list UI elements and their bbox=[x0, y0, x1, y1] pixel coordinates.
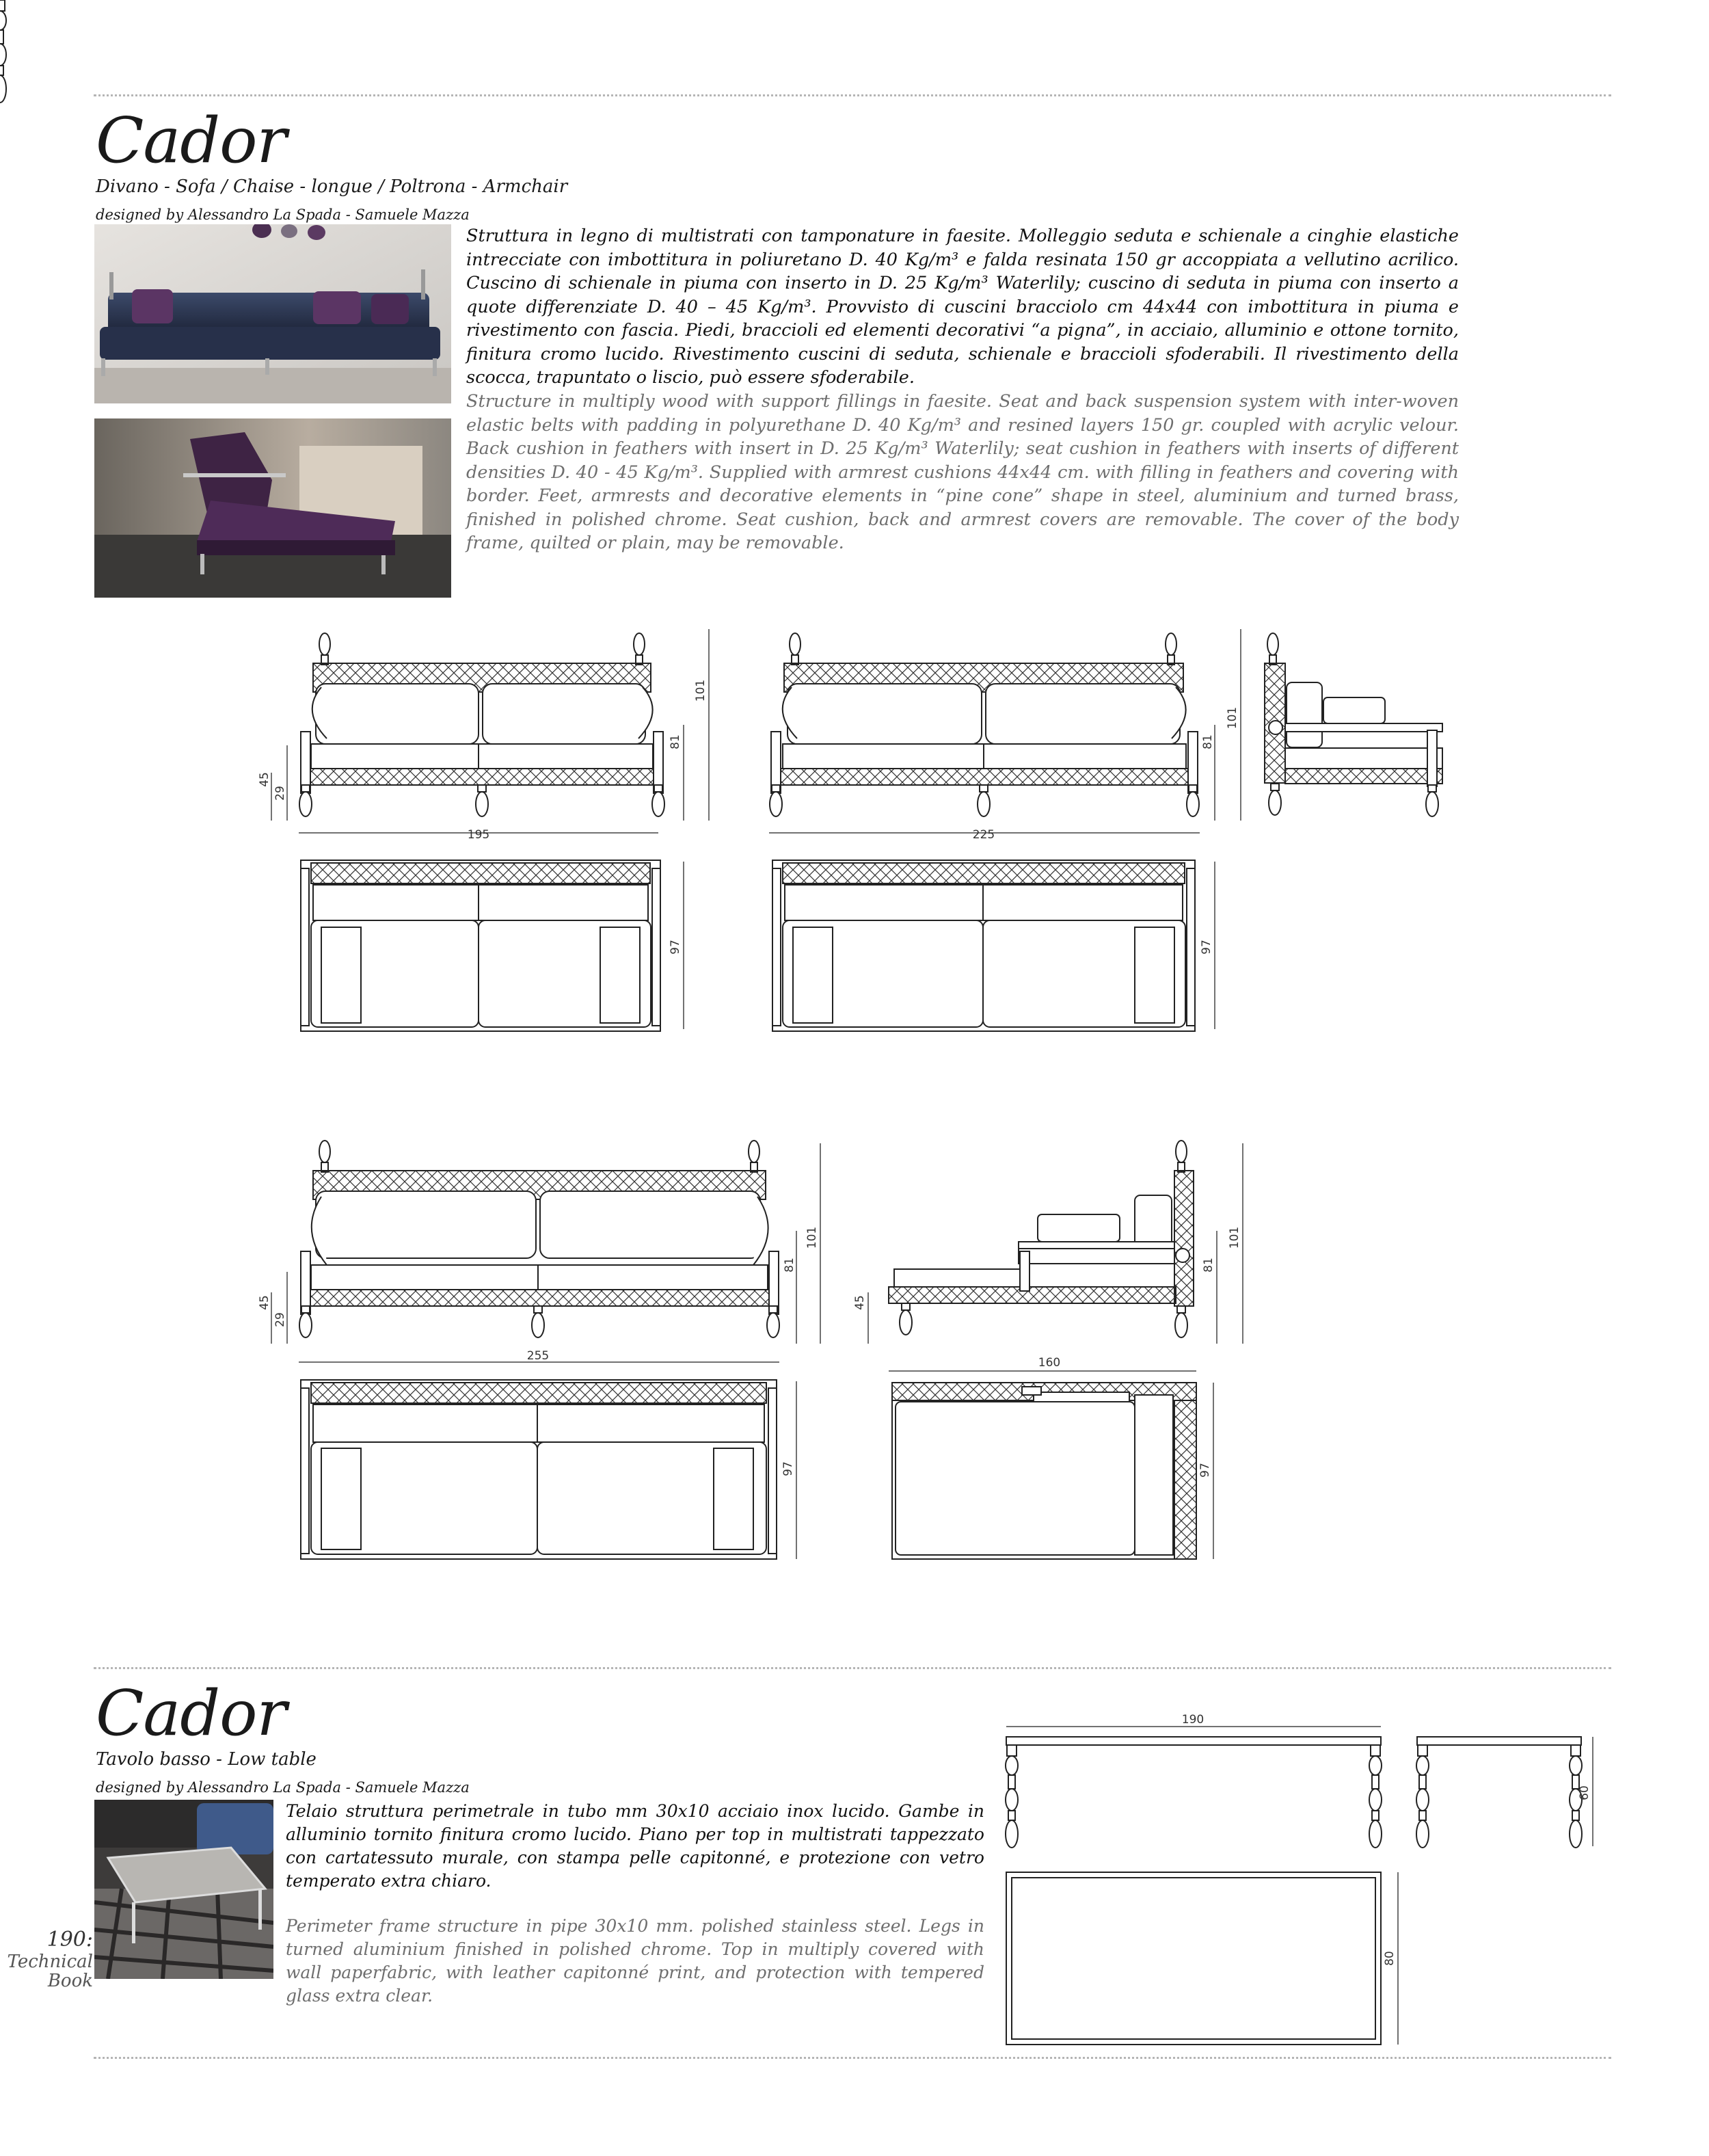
dim-chaise-arm-height: 81 bbox=[1202, 1257, 1215, 1273]
table-description-italian: Telaio struttura perimetrale in tubo mm 30x10 acciaio inox lucido. Gambe in alluminio tornito finitura cromo lucido. Piano per top in multistrati tappezzato con cartatessuto murale, con stampa pelle capitonné, e protezione con vetro temperato extra chiaro. bbox=[286, 1801, 984, 1891]
table-subtitle: Tavolo basso - Low table bbox=[96, 1749, 317, 1770]
dim-chaise-seat-height: 45 bbox=[853, 1295, 867, 1310]
dim-leg-height: 29 bbox=[273, 786, 287, 801]
sofa-255-front-view bbox=[299, 1141, 779, 1337]
section-divider bbox=[94, 1667, 1611, 1669]
book-label-line1: Technical bbox=[7, 1952, 93, 1972]
dim-depth-255: 97 bbox=[781, 1461, 795, 1476]
sofa-225-front-view bbox=[770, 633, 1199, 816]
dim-chaise-depth: 97 bbox=[1198, 1463, 1212, 1478]
dim-arm-height: 81 bbox=[669, 734, 682, 749]
table-description-english: Perimeter frame structure in pipe 30x10 mm. polished stainless steel. Legs in turned aluminium finished in polished chrome. Top in multiply covered with wall paperfabric, with leather capitonné print, and protection with tempered glass extra clear. bbox=[286, 1916, 984, 2006]
dim-width-195: 195 bbox=[467, 828, 490, 842]
table-photo bbox=[94, 1800, 273, 1979]
sofa-side-view bbox=[1265, 633, 1442, 816]
sofa-195-front-view bbox=[299, 633, 664, 816]
dim-table-height: 60 bbox=[1578, 1785, 1591, 1800]
description-english: Structure in multiply wood with support fillings in faesite. Seat and back suspension system with inter-woven elastic belts with padding in polyurethane D. 40 Kg/m³ and resined layers 150 gr. coupled with acrylic velour. Back cushion in feathers with insert in D. 25 Kg/m³ Waterlily; seat cushion in feathers with inserts of different densities D. 40 - 45 Kg/m³. Supplied with armrest cushions 44x44 cm. with filling in feathers and covering with border. Feet, armrests and decorative elements in “pine cone” shape in steel, aluminium and turned brass, finished in polished chrome. Seat cushion, back and armrest covers are removable. The cover of the body frame, quilted or plain, may be removable. bbox=[466, 391, 1459, 553]
designer-credit: designed by Alessandro La Spada - Samuele Mazza bbox=[96, 207, 470, 223]
product-subtitle: Divano - Sofa / Chaise - longue / Poltrona - Armchair bbox=[96, 176, 568, 197]
dim-seat-height: 45 bbox=[258, 772, 271, 787]
dim-width-225: 225 bbox=[972, 828, 995, 842]
dim-table-width: 190 bbox=[1181, 1713, 1205, 1727]
dim-arm-height-225: 81 bbox=[1201, 734, 1215, 749]
dim-total-height-255: 101 bbox=[805, 1226, 819, 1249]
product-title: Cador bbox=[96, 104, 286, 177]
description-italian: Struttura in legno di multistrati con tamponature in faesite. Molleggio seduta e schienale a cinghie elastiche intrecciate con imbottitura in poliuretano D. 40 Kg/m³ e falda resinata 150 gr accoppiata a vellutino acrilico. Cuscino di schienale in piuma con inserto in D. 25 Kg/m³ Waterlily; cuscino di seduta in piuma con inserto a quote differenziate D. 40 – 45 Kg/m³. Provvisto di cuscini bracciolo cm 44x44 con imbottitura in piuma e rivestimento con fascia. Piedi, braccioli ed elementi decorativi “a pigna”, in acciaio, alluminio e ottone tornito, finitura cromo lucido. Rivestimento cuscini di seduta, schienale e braccioli sfoderabili. Il rivestimento della scocca, trapuntato o liscio, può essere sfoderabile. bbox=[466, 226, 1459, 388]
dim-chaise-total-height: 101 bbox=[1228, 1226, 1241, 1249]
table-side-view bbox=[1416, 1737, 1582, 1848]
dim-total-height: 101 bbox=[694, 679, 708, 702]
sofa-195-top-view bbox=[301, 860, 660, 1031]
dim-total-height-225: 101 bbox=[1226, 706, 1239, 730]
dim-width-255: 255 bbox=[526, 1349, 550, 1363]
dim-depth-225: 97 bbox=[1200, 940, 1213, 955]
chaise-longue-top-view bbox=[892, 1383, 1196, 1559]
dim-seat-height-255: 45 bbox=[258, 1295, 271, 1310]
dim-leg-height-255: 29 bbox=[273, 1312, 287, 1327]
dim-table-depth: 80 bbox=[1383, 1951, 1397, 1966]
book-label-line2: Book bbox=[47, 1971, 93, 1991]
chaise-longue-side-view bbox=[889, 1141, 1194, 1337]
dim-arm-height-255: 81 bbox=[783, 1257, 796, 1273]
sofa-255-top-view bbox=[301, 1380, 777, 1559]
page-number: 190: bbox=[46, 1928, 93, 1952]
table-title: Cador bbox=[96, 1677, 286, 1750]
sofa-225-top-view bbox=[772, 860, 1195, 1031]
table-top-view bbox=[1006, 1872, 1381, 2045]
dim-chaise-width: 160 bbox=[1038, 1356, 1061, 1370]
table-designer-credit: designed by Alessandro La Spada - Samuele Mazza bbox=[96, 1779, 470, 1796]
bottom-divider bbox=[94, 2057, 1611, 2059]
dim-depth-195: 97 bbox=[669, 940, 682, 955]
